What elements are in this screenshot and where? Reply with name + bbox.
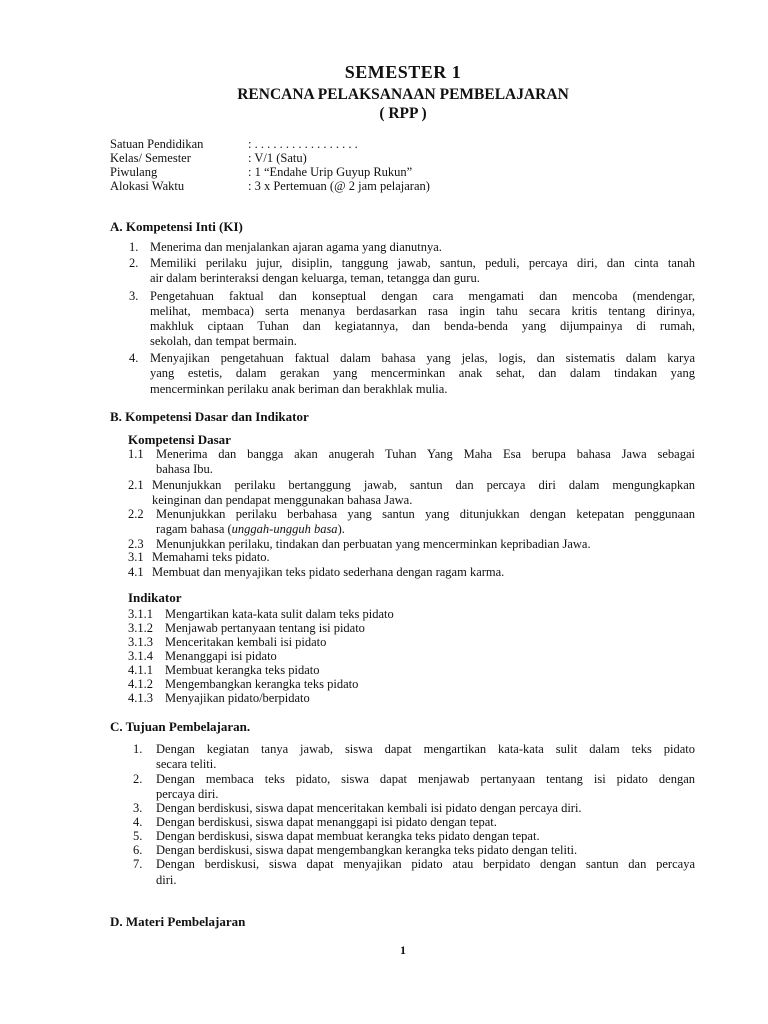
identity-value: : 1 “Endahe Urip Guyup Rukun” — [248, 165, 413, 179]
kd-text-tail: ). — [337, 522, 345, 536]
list-number: 5. — [133, 829, 143, 843]
indikator-number: 3.1.2 — [128, 621, 153, 635]
indikator-text: Menanggapi isi pidato — [165, 649, 277, 663]
list-item-text: makhluk ciptaan Tuhan dan kegiatannya, dan benda-benda yang dijumpainya di rumah, — [150, 319, 695, 333]
section-d-heading: D. Materi Pembelajaran — [110, 914, 246, 929]
list-item-text: Dengan kegiatan tanya jawab, siswa dapat mengartikan kata-kata sulit dalam teks pidato — [156, 742, 695, 756]
kd-text: Membuat dan menyajikan teks pidato sederhana dengan ragam karma. — [152, 565, 505, 579]
list-number: 3. — [133, 801, 143, 815]
kd-text-italic: unggah-ungguh basa — [231, 522, 338, 536]
list-number: 4. — [129, 351, 139, 365]
list-item-text: diri. — [156, 873, 177, 887]
document-title: SEMESTER 1 — [344, 62, 462, 82]
indikator-number: 4.1.3 — [128, 691, 153, 705]
indikator-number: 3.1.1 — [128, 607, 153, 621]
kd-text: keinginan dan pendapat menggunakan bahasa Jawa. — [152, 493, 413, 507]
kd-number: 1.1 — [128, 447, 144, 461]
kd-text-part: ragam bahasa ( — [156, 522, 232, 536]
list-item-text: Pengetahuan faktual dan konseptual dengan cara mengamati dan mencoba (mendengar, — [150, 289, 695, 303]
list-item-text: Menyajikan pengetahuan faktual dalam bahasa yang jelas, logis, dan sistematis dalam karya — [150, 351, 695, 365]
list-item-text: Dengan berdiskusi, siswa dapat mengembangkan kerangka teks pidato dengan teliti. — [156, 843, 578, 857]
section-a-heading: A. Kompetensi Inti (KI) — [110, 219, 243, 234]
indikator-number: 4.1.1 — [128, 663, 153, 677]
kd-heading: Kompetensi Dasar — [128, 432, 231, 447]
kd-number: 4.1 — [128, 565, 144, 579]
indikator-number: 4.1.2 — [128, 677, 153, 691]
identity-label: Piwulang — [110, 165, 158, 179]
section-b-heading: B. Kompetensi Dasar dan Indikator — [110, 409, 309, 424]
indikator-text: Menjawab pertanyaan tentang isi pidato — [165, 621, 365, 635]
indikator-number: 3.1.3 — [128, 635, 153, 649]
list-number: 1. — [129, 240, 139, 254]
kd-number: 2.3 — [128, 537, 144, 551]
kd-text — [156, 522, 345, 537]
document-subtitle: RENCANA PELAKSANAAN PEMBELAJARAN — [237, 86, 569, 103]
identity-label: Alokasi Waktu — [110, 179, 185, 193]
list-item-text: Dengan berdiskusi, siswa dapat menceritakan kembali isi pidato dengan percaya diri. — [156, 801, 582, 815]
list-number: 4. — [133, 815, 143, 829]
list-item-text: Dengan berdiskusi, siswa dapat membuat kerangka teks pidato dengan tepat. — [156, 829, 540, 843]
list-item-text: melihat, membaca) serta menanya berdasarkan rasa ingin tahu secara kritis tentang dirinya, — [150, 304, 695, 318]
list-item-text: Dengan berdiskusi, siswa dapat menyajikan pidato atau berpidato dengan santun dan percaya — [156, 857, 695, 871]
indikator-text: Mengembangkan kerangka teks pidato — [165, 677, 359, 691]
section-c-heading: C. Tujuan Pembelajaran. — [110, 719, 251, 734]
list-item-text: Menerima dan menjalankan ajaran agama yang dianutnya. — [150, 240, 442, 254]
identity-label: Satuan Pendidikan — [110, 137, 204, 151]
indikator-text: Mengartikan kata-kata sulit dalam teks pidato — [165, 607, 394, 621]
kd-number: 3.1 — [128, 550, 144, 564]
list-number: 7. — [133, 857, 143, 871]
indikator-text: Menceritakan kembali isi pidato — [165, 635, 327, 649]
list-item-text: percaya diri. — [156, 787, 219, 801]
list-number: 3. — [129, 289, 139, 303]
kd-text: Menunjukkan perilaku berbahasa yang santun yang ditunjukkan dengan ketepatan penggunaan — [156, 507, 695, 521]
kd-text: Menunjukkan perilaku, tindakan dan perbuatan yang mencerminkan kepribadian Jawa. — [156, 537, 591, 551]
list-number: 2. — [133, 772, 143, 786]
kd-text: Menerima dan bangga akan anugerah Tuhan Yang Maha Esa berupa bahasa Jawa sebagai — [156, 447, 695, 461]
kd-text: Menunjukkan perilaku bertanggung jawab, santun dan percaya diri dalam mengungkapkan — [152, 478, 695, 492]
identity-label: Kelas/ Semester — [110, 151, 191, 165]
list-item-text: secara teliti. — [156, 757, 217, 771]
indikator-number: 3.1.4 — [128, 649, 153, 663]
list-item-text: Memiliki perilaku jujur, disiplin, tanggung jawab, santun, peduli, percaya diri, dan cinta tanah — [150, 256, 695, 270]
kd-number: 2.1 — [128, 478, 144, 492]
list-number: 1. — [133, 742, 143, 756]
list-item-text: air dalam berinteraksi dengan keluarga, teman, tetangga dan guru. — [150, 271, 480, 285]
kd-number: 2.2 — [128, 507, 144, 521]
list-item-text: Dengan berdiskusi, siswa dapat menanggapi isi pidato dengan tepat. — [156, 815, 497, 829]
indikator-text: Membuat kerangka teks pidato — [165, 663, 320, 677]
list-item-text: yang estetis, dalam gerakan yang mencerminkan anak sehat, dan dalam tindakan yang — [150, 366, 695, 380]
page-number: 1 — [400, 943, 406, 957]
indikator-heading: Indikator — [128, 590, 182, 605]
list-number: 6. — [133, 843, 143, 857]
identity-value: : 3 x Pertemuan (@ 2 jam pelajaran) — [248, 179, 430, 193]
list-item-text: Dengan membaca teks pidato, siswa dapat menjawab pertanyaan tentang isi pidato dengan — [156, 772, 695, 786]
identity-value: : . . . . . . . . . . . . . . . . . — [248, 137, 358, 151]
kd-text: Memahami teks pidato. — [152, 550, 270, 564]
identity-value: : V/1 (Satu) — [248, 151, 307, 165]
kd-text: bahasa Ibu. — [156, 462, 213, 476]
list-item-text: mencerminkan perilaku anak beriman dan berakhlak mulia. — [150, 382, 448, 396]
indikator-text: Menyajikan pidato/berpidato — [165, 691, 310, 705]
list-item-text: sekolah, dan tempat bermain. — [150, 334, 297, 348]
document-subtitle-abbrev: ( RPP ) — [379, 105, 427, 122]
list-number: 2. — [129, 256, 139, 270]
